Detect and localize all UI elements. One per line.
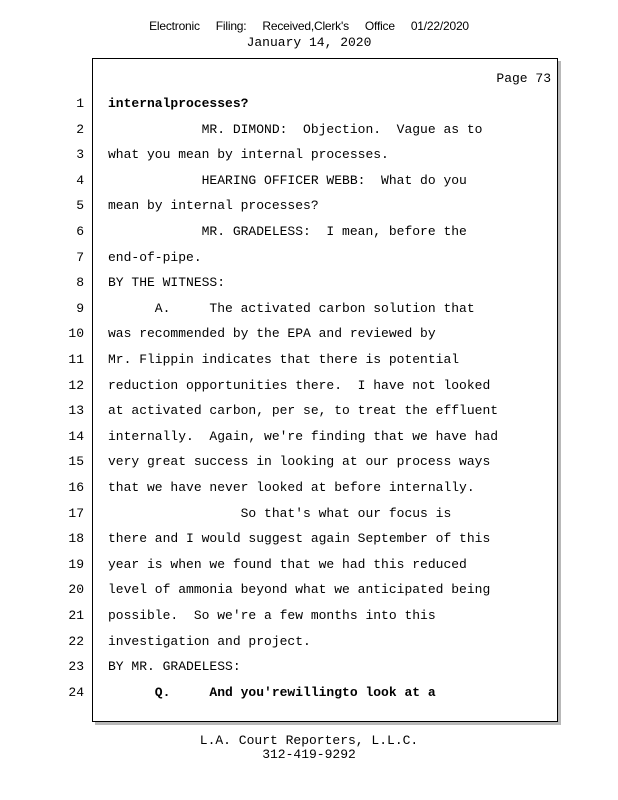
line-number: 14	[68, 429, 84, 444]
stamp-date: 01/22/2020	[410, 19, 469, 33]
stamp-office: Office	[364, 19, 395, 33]
transcript-line: BY THE WITNESS:	[108, 275, 226, 290]
transcript-line: BY MR. GRADELESS:	[108, 659, 241, 674]
line-number: 18	[68, 531, 84, 546]
transcript-line: mean by internal processes?	[108, 198, 319, 213]
transcript-line: investigation and project.	[108, 634, 311, 649]
line-number: 24	[68, 685, 84, 700]
transcript-line: at activated carbon, per se, to treat the effluent	[108, 403, 499, 418]
line-number: 3	[76, 147, 84, 162]
transcript-line: what you mean by internal processes.	[108, 147, 389, 162]
transcript-date: January 14, 2020	[246, 35, 372, 50]
transcript-line: So that's what our focus is	[108, 506, 452, 521]
transcript-line: level of ammonia beyond what we anticipated being	[108, 582, 491, 597]
line-number: 20	[68, 582, 84, 597]
transcript-line: internalprocesses?	[108, 96, 249, 111]
transcript-line: MR. GRADELESS: I mean, before the	[108, 224, 467, 239]
line-number: 12	[68, 378, 84, 393]
line-number: 6	[76, 224, 84, 239]
transcript-line: A. The activated carbon solution that	[108, 301, 475, 316]
line-number: 16	[68, 480, 84, 495]
line-number: 2	[76, 122, 84, 137]
transcript-line: MR. DIMOND: Objection. Vague as to	[108, 122, 483, 137]
transcript-line: HEARING OFFICER WEBB: What do you	[108, 173, 467, 188]
line-number: 11	[68, 352, 84, 367]
line-number: 15	[68, 454, 84, 469]
line-number: 10	[68, 326, 84, 341]
line-number: 9	[76, 301, 84, 316]
transcript-line: there and I would suggest again September of this	[108, 531, 491, 546]
transcript-line: that we have never looked at before internally.	[108, 480, 475, 495]
stamp-received: Received,Clerk's	[262, 19, 349, 33]
line-number: 7	[76, 250, 84, 265]
line-number: 4	[76, 173, 84, 188]
transcript-line: very great success in looking at our process ways	[108, 454, 491, 469]
transcript-line: possible. So we're a few months into this	[108, 608, 436, 623]
footer-phone: 312-419-9292	[262, 747, 356, 762]
stamp-filing: Filing:	[215, 19, 247, 33]
transcript-line: Mr. Flippin indicates that there is potential	[108, 352, 460, 367]
line-number: 13	[68, 403, 84, 418]
electronic-filing-stamp	[0, 19, 618, 33]
line-number: 21	[68, 608, 84, 623]
line-number: 8	[76, 275, 84, 290]
line-number: 5	[76, 198, 84, 213]
line-number: 1	[76, 96, 84, 111]
footer-company: L.A. Court Reporters, L.L.C.	[199, 733, 419, 748]
transcript-line: reduction opportunities there. I have not looked	[108, 378, 491, 393]
stamp-electronic: Electronic	[149, 19, 200, 33]
transcript-line: year is when we found that we had this reduced	[108, 557, 467, 572]
page-number: Page 73	[496, 71, 551, 86]
line-number: 17	[68, 506, 84, 521]
transcript-line: internally. Again, we're finding that we have had	[108, 429, 499, 444]
transcript-line: end-of-pipe.	[108, 250, 202, 265]
line-number: 22	[68, 634, 84, 649]
line-number: 23	[68, 659, 84, 674]
transcript-line: Q. And you'rewillingto look at a	[108, 685, 436, 700]
transcript-line: was recommended by the EPA and reviewed by	[108, 326, 436, 341]
line-number: 19	[68, 557, 84, 572]
